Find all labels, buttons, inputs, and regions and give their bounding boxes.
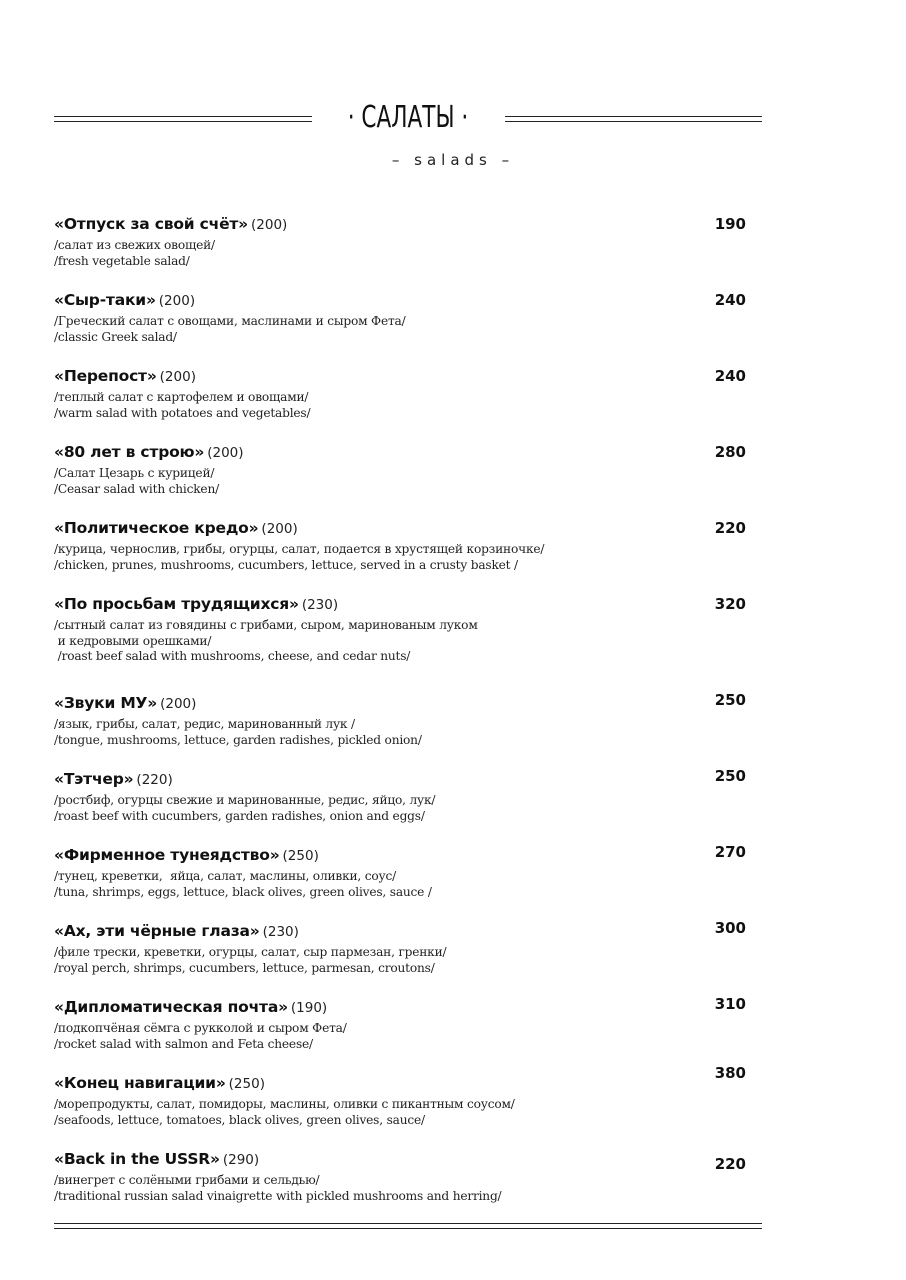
menu-item-description-line: /тунец, креветки, яйца, салат, маслины, оливки, соус/ [54,869,397,883]
menu-item-description-line: /теплый салат с картофелем и овощами/ [54,390,309,404]
menu-item-name: «Политическое кредо» [54,519,259,537]
menu-item-description-line: /royal perch, shrimps, cucumbers, lettuce, parmesan, croutons/ [54,960,435,975]
menu-item-name: «Back in the USSR» [54,1150,220,1168]
menu-item-weight: (200) [261,521,298,537]
menu-item-header [54,996,754,1018]
menu-item-description [54,314,754,345]
menu-item [54,441,754,497]
menu-item [54,517,754,573]
menu-item-description-line: /подкопчёная сёмга с рукколой и сыром Фета/ [54,1021,347,1035]
menu-item-header [54,289,754,311]
section-title: · САЛАТЫ · [347,100,469,135]
menu-item-weight: (190) [290,1000,328,1016]
menu-item-weight: (200) [160,696,197,712]
menu-item-price: 250 [714,691,746,709]
menu-item-weight: (290) [222,1152,260,1168]
section-subtitle: – salads – [391,151,515,169]
menu-item-description-line: /салат из свежих овощей/ [54,238,215,252]
menu-item-name: «Отпуск за свой счёт» [54,215,248,233]
menu-item-header [54,768,754,790]
menu-item-name: «По просьбам трудящихся» [54,595,299,613]
menu-item-weight: (230) [262,924,299,940]
menu-item-header [54,593,754,615]
menu-item-description-line: /морепродукты, салат, помидоры, маслины, оливки с пикантным соусом/ [54,1097,515,1111]
menu-item-description-line: /seafoods, lettuce, tomatoes, black olives, green olives, sauce/ [54,1112,425,1127]
menu-item-price: 300 [714,919,746,937]
menu-item-description [54,238,754,269]
menu-item [54,213,754,269]
menu-item-description [54,390,754,421]
menu-item [54,844,754,900]
menu-item-description-line: /fresh vegetable salad/ [54,253,190,268]
menu-item-description-line: /винегрет с солёными грибами и сельдью/ [54,1173,320,1187]
menu-item-description-line: /филе трески, креветки, огурцы, салат, сыр пармезан, гренки/ [54,945,447,959]
menu-item [54,996,754,1052]
menu-item-name: «Звуки МУ» [54,694,158,712]
menu-item-description-line: /сытный салат из говядины с грибами, сыром, маринованым луком [54,618,478,632]
menu-item-header [54,517,754,539]
menu-item-header [54,692,754,714]
menu-item-weight: (200) [159,369,196,385]
menu-item-header [54,365,754,387]
menu-item-header [54,213,754,235]
menu-item-price: 240 [714,291,746,309]
menu-item-weight: (200) [158,293,196,309]
menu-item-description-line: /курица, чернослив, грибы, огурцы, салат, подается в хрустящей корзиночке/ [54,542,545,556]
menu-item-header [54,1148,754,1170]
menu-item [54,768,754,824]
menu-item-description-line: /tuna, shrimps, eggs, lettuce, black olives, green olives, sauce / [54,884,432,899]
menu-item-description [54,1021,754,1052]
menu-item-header [54,920,754,942]
menu-item-name: «Сыр-таки» [54,291,156,309]
menu-item-description-line: /classic Greek salad/ [54,329,177,344]
menu-item [54,920,754,976]
section-header [54,98,762,142]
menu-item-price: 270 [714,843,746,861]
menu-item [54,692,754,748]
menu-item-weight: (200) [251,217,288,233]
menu-item-description-line: /rocket salad with salmon and Feta cheese/ [54,1036,313,1051]
menu-item-name: «Ах, эти чёрные глаза» [54,922,260,940]
menu-item-description [54,717,754,748]
menu-item-description-line: /tongue, mushrooms, lettuce, garden radishes, pickled onion/ [54,732,422,747]
header-rule-right [505,116,762,122]
menu-item-description [54,869,754,900]
menu-item-description-line: /warm salad with potatoes and vegetables/ [54,405,311,420]
menu-item-description-line: /Греческий салат с овощами, маслинами и сыром Фета/ [54,314,406,328]
menu-item-weight: (230) [301,597,339,613]
menu-item-weight: (200) [207,445,244,461]
menu-item-name: «Дипломатическая почта» [54,998,288,1016]
menu-item-price: 380 [714,1064,746,1082]
menu-item-description [54,542,754,573]
menu-item-price: 220 [714,519,746,537]
menu-item-name: «Фирменное тунеядство» [54,846,280,864]
menu-item-price: 320 [714,595,746,613]
menu-item-description-line: /roast beef with cucumbers, garden radishes, onion and eggs/ [54,808,425,823]
menu-item-description [54,1173,754,1204]
menu-item-description [54,945,754,976]
menu-item-price: 240 [714,367,746,385]
menu-item-description-line: /Ceasar salad with chicken/ [54,481,219,496]
menu-item-description-line: /chicken, prunes, mushrooms, cucumbers, lettuce, served in a crusty basket / [54,557,518,572]
menu-item [54,593,754,665]
menu-item-price: 220 [714,1155,746,1173]
menu-item-weight: (250) [282,848,319,864]
menu-item-price: 310 [714,995,746,1013]
menu-item-name: «Тэтчер» [54,770,134,788]
menu-item-description [54,466,754,497]
menu-item-description-line: /ростбиф, огурцы свежие и маринованные, редис, яйцо, лук/ [54,793,436,807]
menu-item-price: 190 [714,215,746,233]
menu-item-weight: (220) [136,772,173,788]
menu-item [54,365,754,421]
menu-item-description-line: /traditional russian salad vinaigrette with pickled mushrooms and herring/ [54,1188,502,1203]
menu-item-weight: (250) [228,1076,265,1092]
menu-item-header [54,844,754,866]
menu-item-price: 250 [714,767,746,785]
menu-item [54,1064,754,1128]
footer-rule [54,1223,762,1229]
menu-item-name: «Перепост» [54,367,157,385]
menu-item-description-line: и кедровыми орешками/ [54,633,212,648]
menu-item-description [54,793,754,824]
menu-item-description [54,1097,754,1128]
menu-item-name: «80 лет в строю» [54,443,205,461]
menu-item-description [54,618,754,665]
menu-item-name: «Конец навигации» [54,1074,226,1092]
menu-item-header [54,441,754,463]
menu-item-header [54,1072,754,1094]
menu-item-description-line: /язык, грибы, салат, редис, маринованный лук / [54,717,355,731]
menu-item [54,289,754,345]
menu-item-price: 280 [714,443,746,461]
menu-item-description-line: /Салат Цезарь с курицей/ [54,466,215,480]
menu-item [54,1148,754,1204]
menu-item-description-line: /roast beef salad with mushrooms, cheese, and cedar nuts/ [54,649,411,663]
